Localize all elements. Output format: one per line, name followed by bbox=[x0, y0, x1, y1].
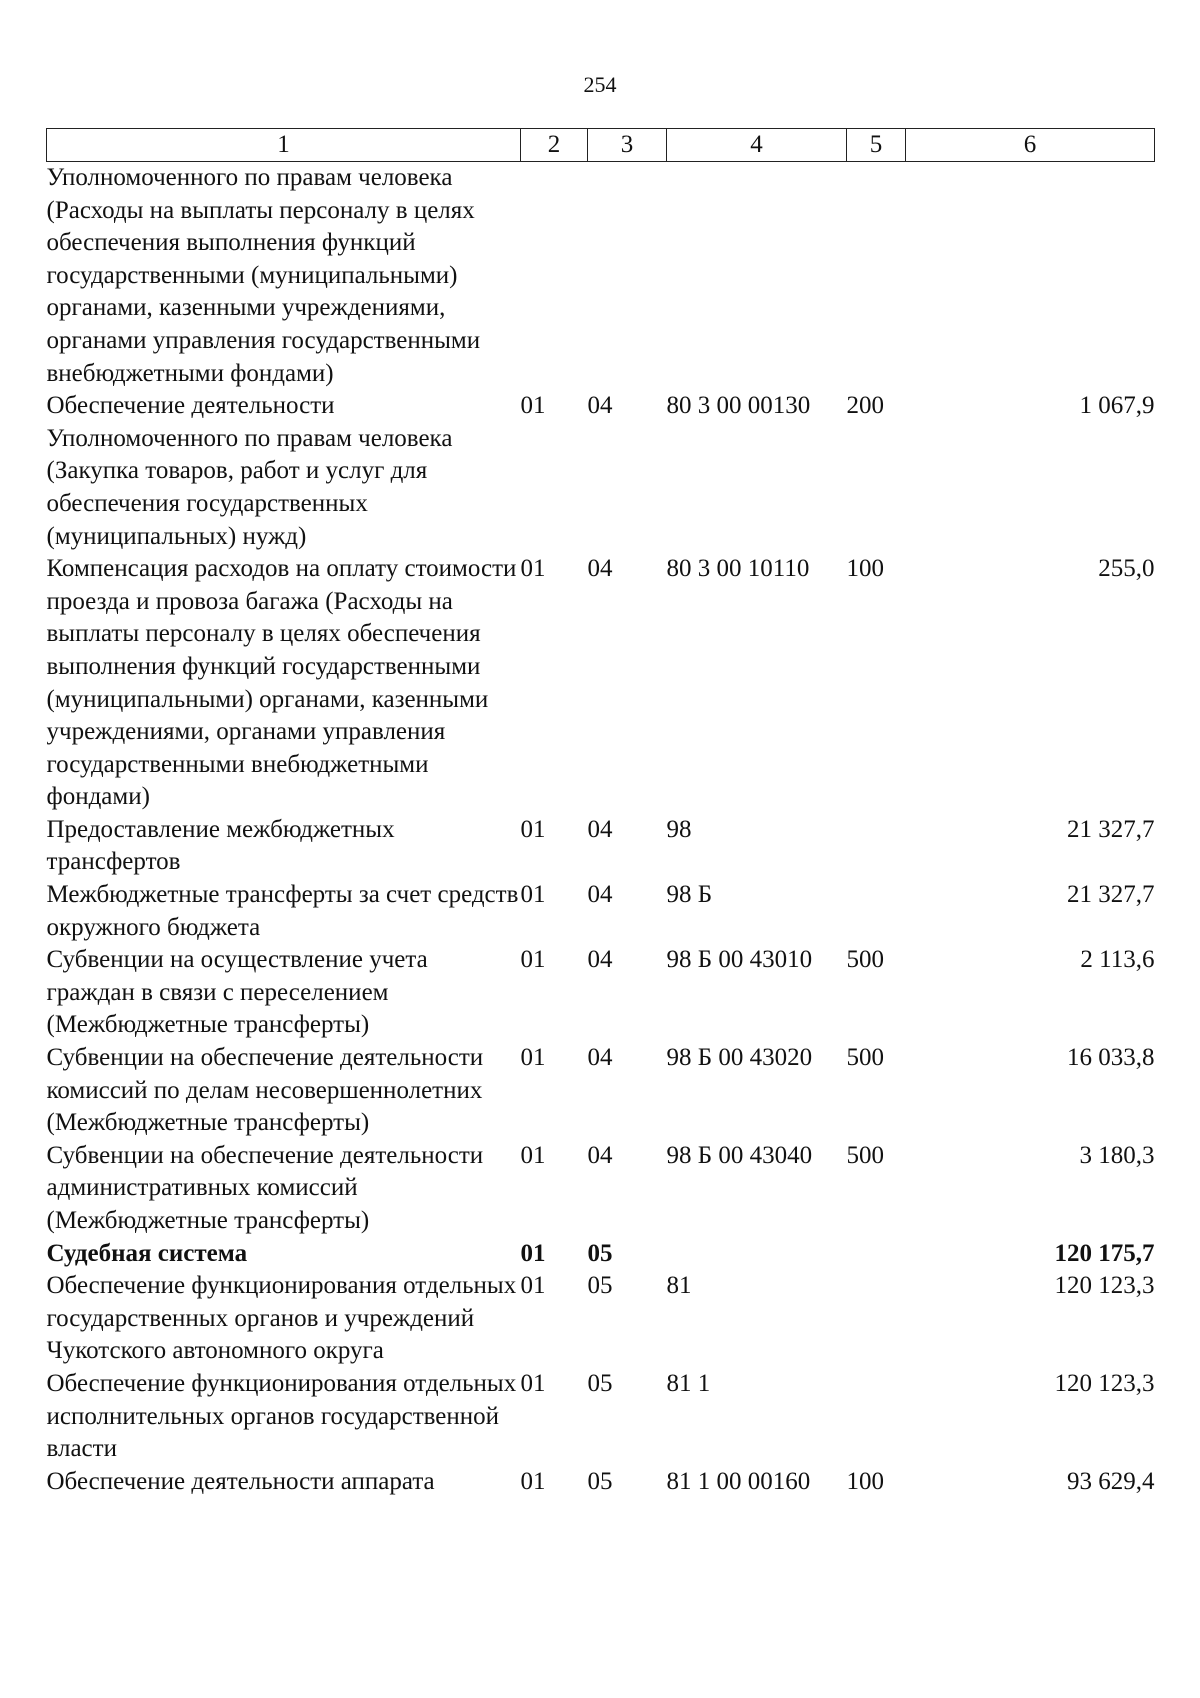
row-target-article-cell bbox=[667, 162, 847, 391]
row-target-article-cell: 98 Б 00 43040 bbox=[666, 1141, 813, 1169]
row-expense-type-cell: 500 bbox=[846, 946, 884, 974]
row-section-cell: 01 bbox=[520, 1239, 546, 1267]
row-amount-cell: 255,0 bbox=[1098, 555, 1155, 583]
budget-table bbox=[46, 128, 1155, 1498]
row-section-cell: 01 bbox=[520, 1369, 546, 1397]
row-target-article-cell: 81 1 00 00160 bbox=[666, 1467, 811, 1495]
row-subsection-cell: 05 bbox=[587, 1369, 613, 1397]
row-section-cell: 01 bbox=[520, 555, 546, 583]
row-subsection-cell: 04 bbox=[587, 815, 613, 843]
row-section-cell: 01 bbox=[520, 881, 546, 909]
row-amount-cell: 120 175,7 bbox=[1054, 1239, 1155, 1267]
header-col-4: 4 bbox=[667, 129, 847, 162]
row-section-cell: 01 bbox=[520, 946, 546, 974]
row-section-cell: 01 bbox=[520, 1272, 546, 1300]
row-expense-type-cell bbox=[847, 879, 906, 944]
row-name-cell: Компенсация расходов на оплату стоимости проезда и провоза багажа (Расходы на выплаты персоналу в целях обеспечения выполнения функций государственными (муниципальными) органами, казенными учреждениями, органами управления государственными внебюджетными фондами) bbox=[46, 555, 517, 811]
row-amount-cell: 1 067,9 bbox=[1079, 392, 1155, 420]
table-row bbox=[47, 814, 1155, 879]
row-amount-cell: 21 327,7 bbox=[1067, 815, 1155, 843]
row-section-cell: 01 bbox=[520, 1141, 546, 1169]
row-amount-cell: 16 033,8 bbox=[1067, 1044, 1155, 1072]
table-header-row bbox=[47, 129, 1155, 162]
row-section-cell: 01 bbox=[520, 1467, 546, 1495]
row-expense-type-cell bbox=[847, 1368, 906, 1466]
row-amount-cell: 93 629,4 bbox=[1067, 1467, 1155, 1495]
row-name-cell: Обеспечение деятельности Уполномоченного по правам человека (Закупка товаров, работ и услуг для обеспечения государственных (муниципальных) нужд) bbox=[46, 392, 453, 550]
row-target-article-cell: 81 bbox=[666, 1272, 692, 1300]
row-name-cell: Межбюджетные трансферты за счет средств окружного бюджета bbox=[46, 881, 519, 941]
row-target-article-cell bbox=[667, 1238, 847, 1271]
row-expense-type-cell: 100 bbox=[846, 555, 884, 583]
row-section-cell: 01 bbox=[520, 815, 546, 843]
row-name-cell: Уполномоченного по правам человека (Расходы на выплаты персоналу в целях обеспечения выполнения функций государственными (муниципальными) органами, казенными учреждениями, органами управления государственными внебюджетными фондами) bbox=[46, 164, 481, 387]
row-section-cell bbox=[521, 162, 588, 391]
table-row bbox=[47, 162, 1155, 391]
row-name-cell: Субвенции на обеспечение деятельности комиссий по делам несовершеннолетних (Межбюджетные трансферты) bbox=[46, 1044, 484, 1137]
row-target-article-cell: 80 3 00 00130 bbox=[666, 392, 811, 420]
row-name-cell: Предоставление межбюджетных трансфертов bbox=[46, 815, 395, 876]
row-expense-type-cell bbox=[847, 1270, 906, 1368]
row-subsection-cell: 04 bbox=[587, 392, 613, 420]
header-col-2: 2 bbox=[521, 129, 588, 162]
table-row bbox=[47, 1466, 1155, 1499]
table-row bbox=[47, 390, 1155, 553]
row-expense-type-cell: 200 bbox=[846, 392, 884, 420]
row-amount-cell bbox=[906, 162, 1155, 391]
row-expense-type-cell: 500 bbox=[846, 1044, 884, 1072]
table-row bbox=[47, 1042, 1155, 1140]
header-col-3: 3 bbox=[588, 129, 667, 162]
row-target-article-cell: 98 Б 00 43020 bbox=[666, 1044, 813, 1072]
row-amount-cell: 3 180,3 bbox=[1079, 1141, 1155, 1169]
table-row bbox=[47, 1238, 1155, 1271]
row-amount-cell: 2 113,6 bbox=[1080, 946, 1155, 974]
table-row bbox=[47, 879, 1155, 944]
row-target-article-cell: 98 Б 00 43010 bbox=[666, 946, 813, 974]
table-body bbox=[47, 162, 1155, 1499]
header-col-1: 1 bbox=[47, 129, 521, 162]
row-subsection-cell: 04 bbox=[587, 555, 613, 583]
row-amount-cell: 21 327,7 bbox=[1067, 881, 1155, 909]
table-row bbox=[47, 944, 1155, 1042]
row-subsection-cell: 04 bbox=[587, 1141, 613, 1169]
header-col-5: 5 bbox=[847, 129, 906, 162]
row-subsection-cell: 04 bbox=[587, 1044, 613, 1072]
row-expense-type-cell bbox=[847, 814, 906, 879]
row-target-article-cell: 80 3 00 10110 bbox=[666, 555, 810, 583]
page-number: 254 bbox=[583, 72, 617, 97]
row-subsection-cell: 05 bbox=[587, 1467, 613, 1495]
table-row bbox=[47, 1270, 1155, 1368]
row-amount-cell: 120 123,3 bbox=[1054, 1369, 1155, 1397]
row-section-cell: 01 bbox=[520, 392, 546, 420]
header-col-6: 6 bbox=[906, 129, 1155, 162]
row-subsection-cell: 05 bbox=[587, 1272, 613, 1300]
row-expense-type-cell bbox=[847, 162, 906, 391]
table-row bbox=[47, 1368, 1155, 1466]
row-target-article-cell: 81 1 bbox=[666, 1369, 711, 1397]
row-subsection-cell bbox=[588, 162, 667, 391]
row-name-cell: Обеспечение функционирования отдельных исполнительных органов государственной власти bbox=[46, 1369, 517, 1463]
row-subsection-cell: 04 bbox=[587, 946, 613, 974]
row-expense-type-cell: 100 bbox=[846, 1467, 884, 1495]
row-target-article-cell: 98 bbox=[666, 815, 692, 843]
row-amount-cell: 120 123,3 bbox=[1054, 1272, 1155, 1300]
row-subsection-cell: 04 bbox=[587, 881, 613, 909]
table-row bbox=[47, 1140, 1155, 1238]
row-section-cell: 01 bbox=[520, 1044, 546, 1072]
row-expense-type-cell bbox=[847, 1238, 906, 1271]
row-name-cell: Субвенции на обеспечение деятельности административных комиссий (Межбюджетные трансферты) bbox=[46, 1141, 484, 1234]
row-target-article-cell: 98 Б bbox=[666, 881, 713, 909]
row-name-cell: Обеспечение деятельности аппарата bbox=[46, 1467, 435, 1495]
table-row bbox=[47, 553, 1155, 814]
row-subsection-cell: 05 bbox=[587, 1239, 613, 1267]
row-name-cell: Субвенции на осуществление учета граждан в связи с переселением (Межбюджетные трансферты) bbox=[46, 946, 428, 1039]
row-expense-type-cell: 500 bbox=[846, 1141, 884, 1169]
row-name-cell: Обеспечение функционирования отдельных государственных органов и учреждений Чукотского автономного округа bbox=[46, 1272, 517, 1365]
row-name-cell: Судебная система bbox=[46, 1239, 248, 1267]
